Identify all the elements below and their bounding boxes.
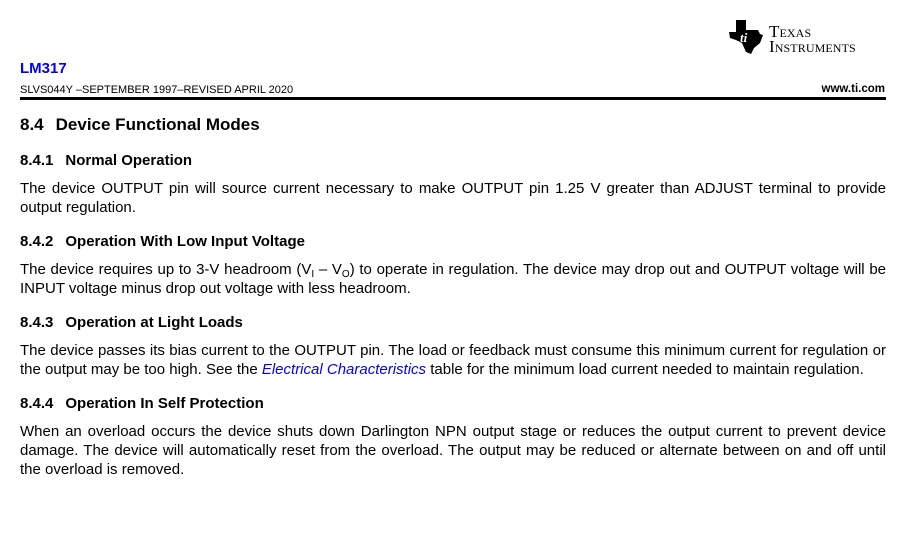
ti-wordmark: Texas Instruments bbox=[769, 22, 856, 56]
texas-state-icon bbox=[727, 18, 765, 56]
document-revision: SLVS044Y –SEPTEMBER 1997–REVISED APRIL 2020 bbox=[20, 84, 294, 96]
paragraph-light-loads: The device passes its bias current to the OUTPUT pin. The load or feedback must consume this minimum current for regulation or the output may be too high. See the Electrical Characteristics table for the minimum load current needed to maintain regulation. bbox=[20, 342, 886, 378]
subsection-heading-self-protection: 8.4.4 Operation In Self Protection bbox=[20, 395, 264, 412]
svg-text:ti: ti bbox=[740, 30, 748, 45]
subsection-heading-low-input-voltage: 8.4.2 Operation With Low Input Voltage bbox=[20, 233, 305, 250]
ti-logo bbox=[727, 18, 889, 58]
section-heading: 8.4 Device Functional Modes bbox=[20, 115, 260, 134]
subsection-heading-normal-operation: 8.4.1 Normal Operation bbox=[20, 152, 193, 169]
subsection-heading-light-loads: 8.4.3 Operation at Light Loads bbox=[20, 314, 243, 331]
paragraph-self-protection: When an overload occurs the device shuts down Darlington NPN output stage or reduces the output current to prevent device damage. The device will automatically reset from the overload. The output may be reduced or alternate between on and off until the overload is removed. bbox=[20, 423, 886, 478]
website-link[interactable]: www.ti.com bbox=[821, 83, 885, 95]
paragraph-low-input-voltage: The device requires up to 3-V headroom $(V_I - V_O)$ to operate in regulation. The device may drop out and OUTPUT voltage will be INPUT voltage minus drop out voltage with less headroom. bbox=[20, 261, 887, 297]
page-content bbox=[20, 114, 886, 494]
document-title: LM317 bbox=[20, 60, 67, 77]
electrical-characteristics-link[interactable]: Electrical Characteristics bbox=[261, 361, 427, 378]
header-rule bbox=[20, 97, 886, 100]
paragraph-normal-operation: The device OUTPUT pin will source current necessary to make OUTPUT pin 1.25 V greater than ADJUST terminal to provide output regulation. bbox=[20, 180, 886, 216]
